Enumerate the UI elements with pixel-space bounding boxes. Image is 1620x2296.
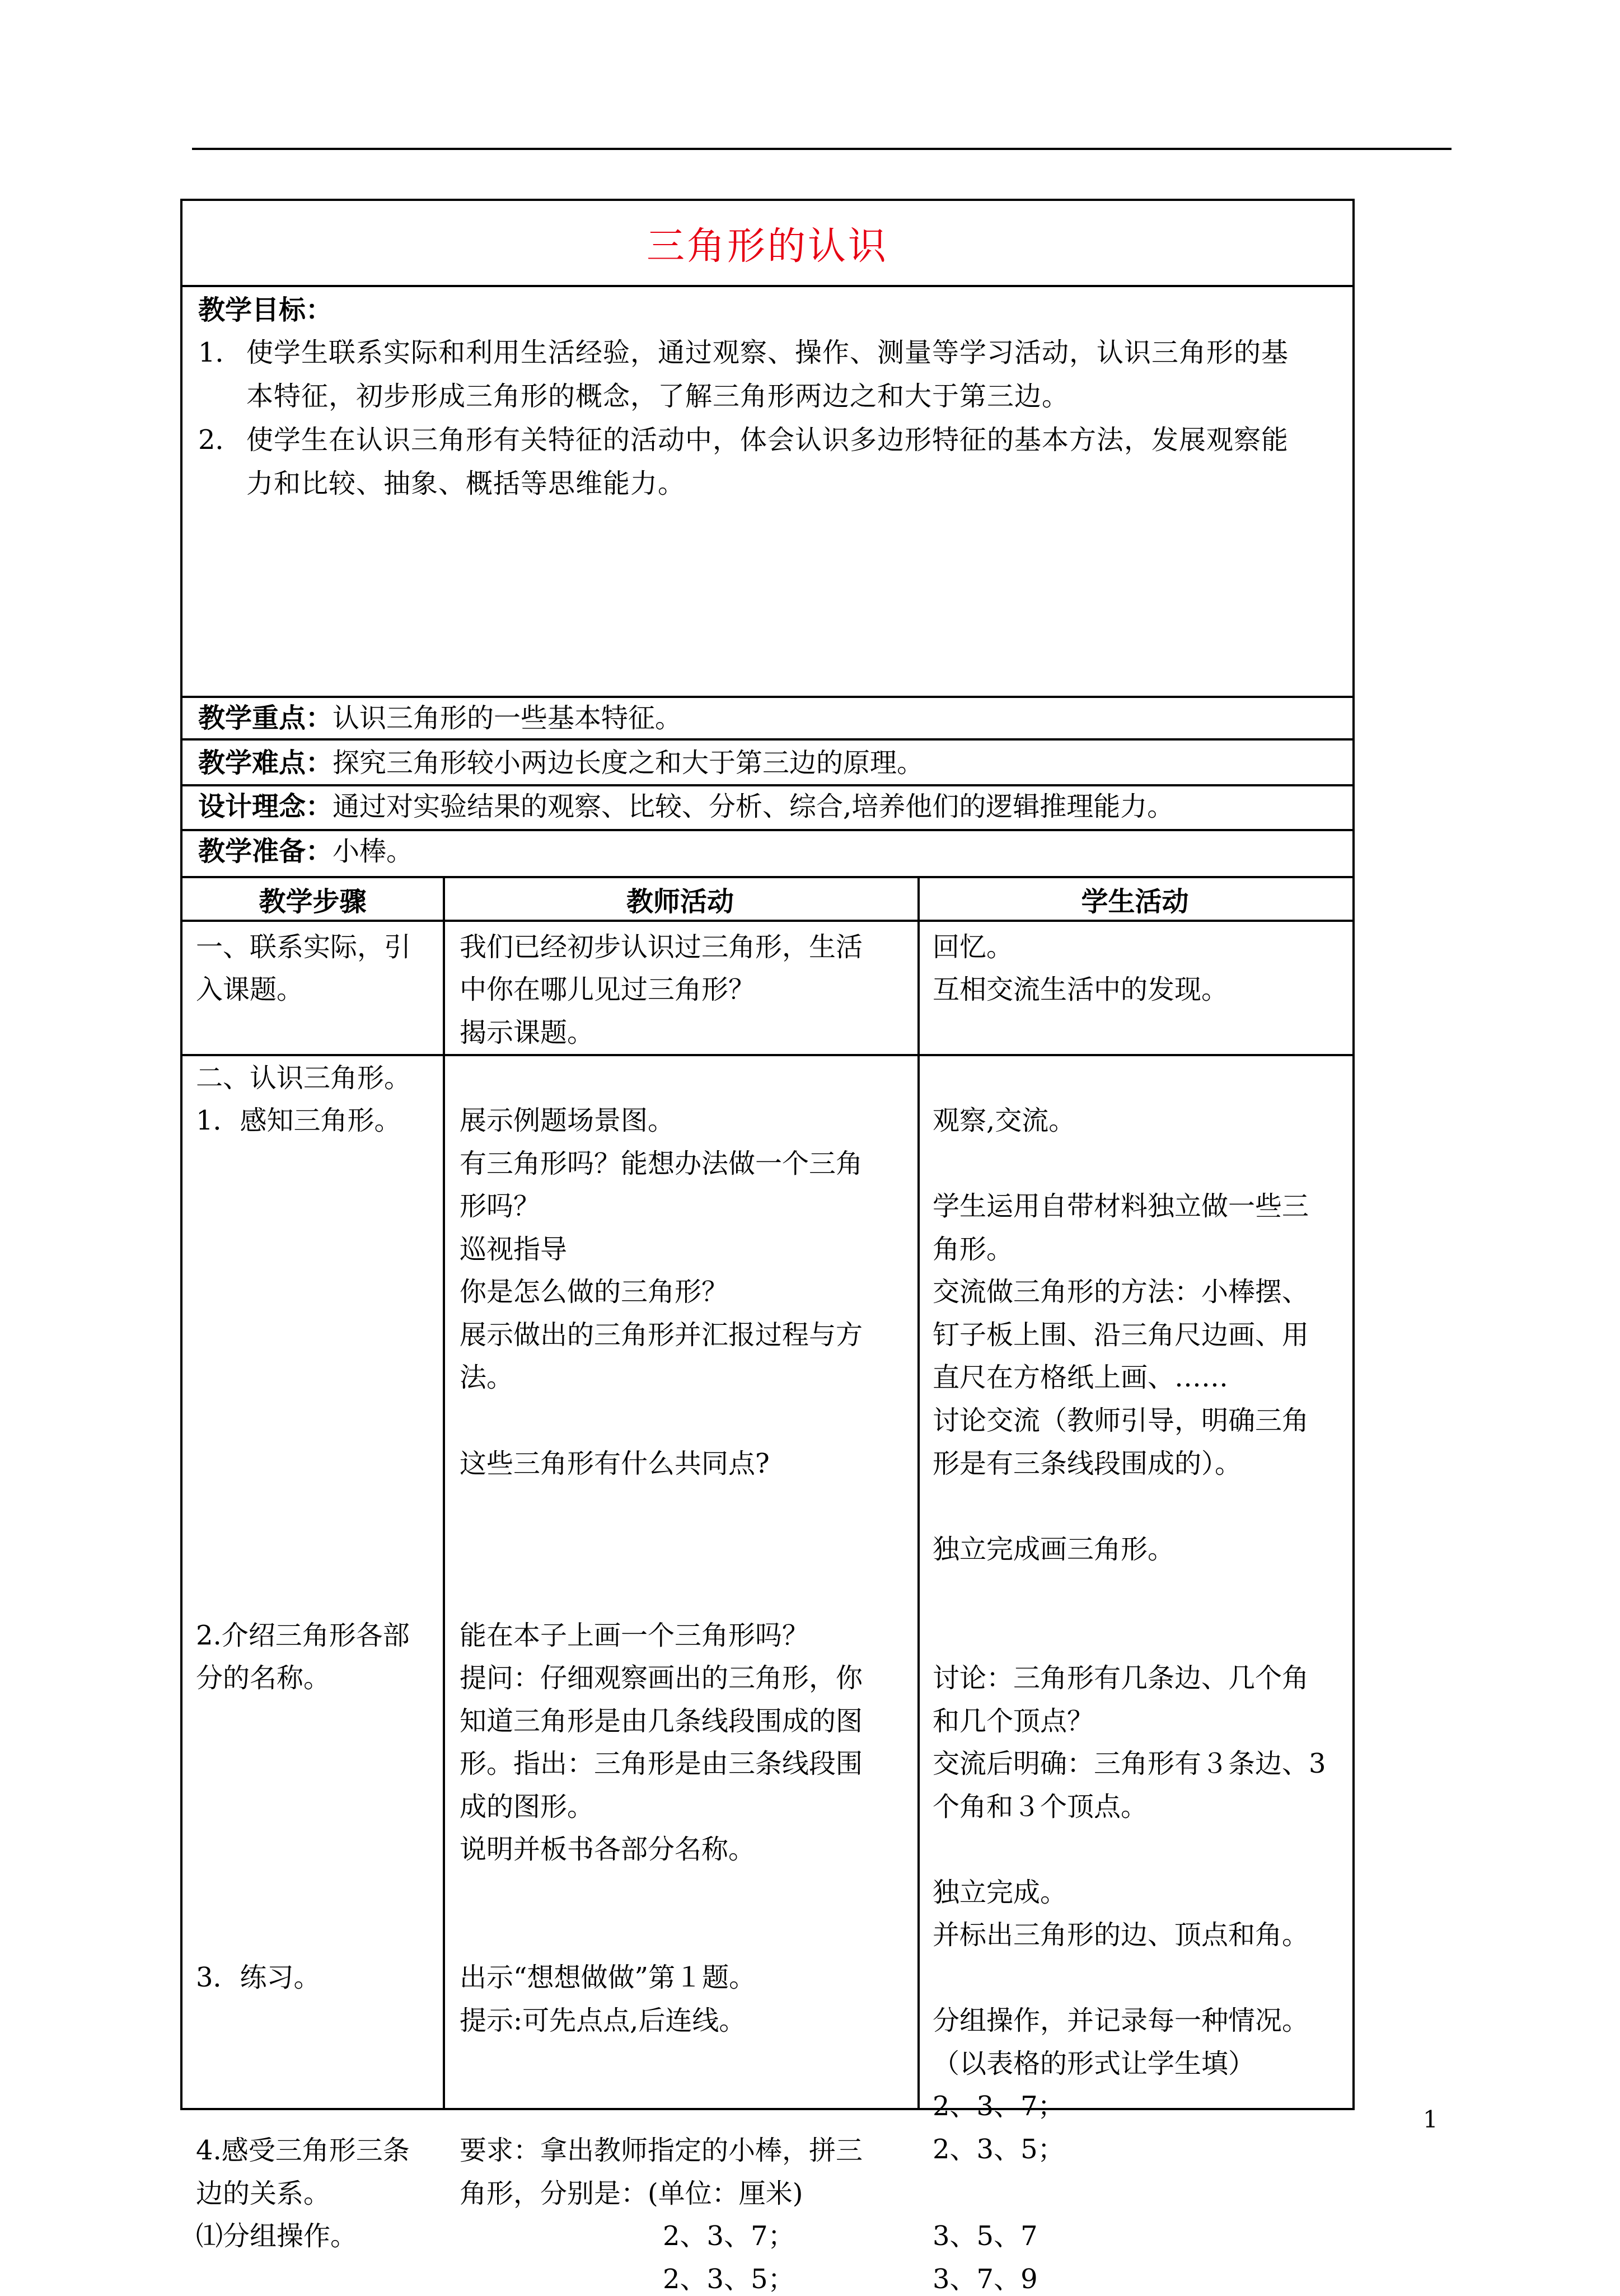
student-line: 2、3、5； — [933, 2134, 1065, 2165]
student-line: 讨论交流（教师引导，明确三角 — [933, 1405, 1309, 1436]
student-line: 讨论：三角形有几条边、几个角 — [933, 1662, 1309, 1694]
column-divider — [443, 878, 445, 2108]
goal-line: 使学生联系实际和利用生活经验，通过观察、操作、测量等学习活动，认识三角形的基 — [246, 337, 1289, 368]
goal-line: 力和比较、抽象、概括等思维能力。 — [246, 468, 686, 499]
step-line: 1．感知三角形。 — [196, 1105, 401, 1136]
student-line: 3、5、7 — [933, 2220, 1038, 2252]
step-line: 3．练习。 — [196, 1962, 321, 1993]
concept-label: 设计理念： — [198, 791, 333, 822]
teacher-line: 2、3、5； — [663, 2264, 795, 2295]
goal-line: 本特征，初步形成三角形的概念，了解三角形两边之和大于第三边。 — [246, 381, 1070, 412]
student-line: 2、3、7； — [933, 2091, 1065, 2122]
step-line: 入课题。 — [196, 974, 304, 1005]
teacher-line: 这些三角形有什么共同点? — [460, 1448, 770, 1479]
step-line: 一、联系实际，引 — [196, 931, 411, 963]
teacher-line: 我们已经初步认识过三角形，生活 — [460, 931, 863, 963]
goals-label: 教学目标： — [198, 294, 333, 326]
teacher-line: 成的图形。 — [460, 1791, 594, 1822]
concept-row — [182, 786, 1352, 831]
teacher-line: 揭示课题。 — [460, 1017, 594, 1048]
goal-text — [246, 331, 1337, 418]
step-line: 分的名称。 — [196, 1662, 331, 1694]
student-line: 3、7、9 — [933, 2264, 1038, 2295]
teacher-line: 巡视指导 — [460, 1234, 568, 1265]
student-line: 角形。 — [933, 1234, 1014, 1265]
teacher-line: 展示做出的三角形并汇报过程与方 — [460, 1319, 863, 1351]
teacher-line: 要求：拿出教师指定的小棒，拼三 — [460, 2135, 863, 2166]
student-line: 个角和３个顶点。 — [933, 1791, 1148, 1822]
step-line: 2.介绍三角形各部 — [196, 1620, 410, 1651]
student-line: 学生运用自带材料独立做一些三 — [933, 1191, 1309, 1222]
teacher-line: 你是怎么做的三角形？ — [460, 1276, 729, 1308]
student-line: 交流后明确：三角形有３条边、3 — [933, 1748, 1326, 1779]
teacher-line: 知道三角形是由几条线段围成的图 — [460, 1705, 863, 1737]
student-line: 独立完成画三角形。 — [933, 1534, 1175, 1565]
prep-text: 小棒。 — [333, 836, 414, 867]
teacher-line: 说明并板书各部分名称。 — [460, 1834, 756, 1865]
header-teacher: 教师活动 — [443, 878, 917, 922]
concept-text: 通过对实验结果的观察、比较、分析、综合,培养他们的逻辑推理能力。 — [333, 791, 1174, 822]
teacher-line: 形吗？ — [460, 1191, 541, 1222]
step-line: 二、认识三角形。 — [196, 1062, 411, 1094]
teacher-line: 2、3、7； — [663, 2220, 795, 2252]
student-line: 独立完成。 — [933, 1877, 1067, 1908]
student-line: 分组操作，并记录每一种情况。 — [933, 2005, 1309, 2036]
student-line: 钉子板上围、沿三角尺边画、用 — [933, 1319, 1309, 1351]
goal-number: 2． — [198, 424, 242, 456]
step-line: ⑴分组操作。 — [196, 2220, 358, 2252]
prep-label: 教学准备： — [198, 836, 333, 867]
focus-row — [182, 698, 1352, 741]
teacher-line: 形。指出：三角形是由三条线段围 — [460, 1748, 863, 1779]
teaching-goals — [182, 285, 1352, 698]
teacher-line: 能在本子上画一个三角形吗？ — [460, 1620, 809, 1651]
goal-item — [198, 418, 1337, 505]
header-steps: 教学步骤 — [182, 878, 443, 922]
lesson-plan-table — [180, 199, 1355, 2295]
student-line: 回忆。 — [933, 931, 1014, 963]
teacher-line: 法。 — [460, 1362, 514, 1393]
student-line: （以表格的形式让学生填） — [933, 2048, 1256, 2079]
document-title: 三角形的认识 — [646, 224, 888, 269]
column-divider — [917, 878, 920, 2108]
difficulty-text: 探究三角形较小两边长度之和大于第三边的原理。 — [333, 747, 924, 779]
row-divider — [182, 1054, 1352, 1056]
difficulty-label: 教学难点： — [198, 747, 333, 779]
goal-number: 1． — [198, 337, 242, 368]
step-line: 边的关系。 — [196, 2178, 331, 2209]
header-rule — [192, 148, 1452, 150]
student-line: 并标出三角形的边、顶点和角。 — [933, 1919, 1309, 1951]
focus-label: 教学重点： — [198, 702, 333, 734]
teacher-line: 提问：仔细观察画出的三角形，你 — [460, 1662, 863, 1694]
student-line: 形是有三条线段围成的）。 — [933, 1448, 1242, 1479]
goal-text — [246, 418, 1337, 505]
student-line: 交流做三角形的方法：小棒摆、 — [933, 1276, 1309, 1308]
teacher-line: 展示例题场景图。 — [460, 1105, 675, 1136]
student-line: 和几个顶点？ — [933, 1705, 1094, 1737]
header-student: 学生活动 — [917, 878, 1352, 922]
goal-item — [198, 331, 1337, 418]
student-line: 直尺在方格纸上画、…… — [933, 1362, 1229, 1393]
page-number: 1 — [1423, 2106, 1438, 2133]
step-line: 4.感受三角形三条 — [196, 2135, 410, 2166]
student-line: 观察,交流。 — [933, 1105, 1076, 1136]
teacher-line: 角形，分别是：(单位：厘米) — [460, 2178, 803, 2209]
teacher-line: 提示:可先点点,后连线。 — [460, 2005, 746, 2036]
teacher-line: 中你在哪儿见过三角形？ — [460, 974, 756, 1005]
teacher-line: 出示“想想做做”第１题。 — [460, 1962, 756, 1993]
prep-row — [182, 831, 1352, 878]
title-row — [182, 201, 1352, 287]
difficulty-row — [182, 743, 1352, 786]
goal-line: 使学生在认识三角形有关特征的活动中，体会认识多边形特征的基本方法，发展观察能 — [246, 424, 1289, 456]
student-line: 互相交流生活中的发现。 — [933, 974, 1229, 1005]
focus-text: 认识三角形的一些基本特征。 — [333, 702, 682, 734]
teacher-line: 有三角形吗？能想办法做一个三角 — [460, 1148, 863, 1179]
